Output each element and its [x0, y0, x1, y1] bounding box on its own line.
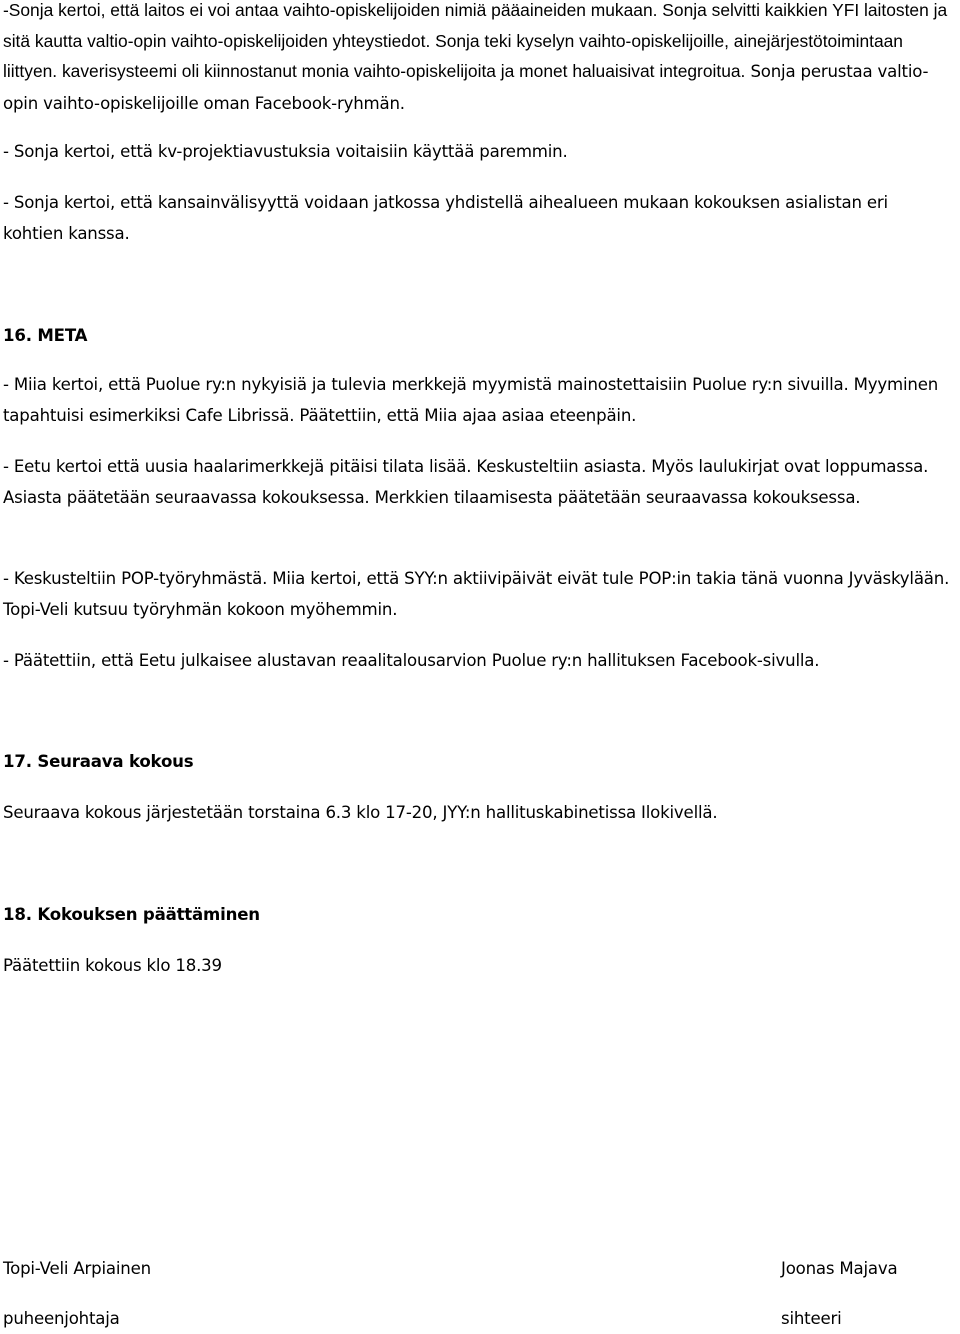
item15-paragraph-3: - Sonja kertoi, että kansainvälisyyttä voidaan jatkossa yhdistellä aihealueen mukaan kokouksen asialistan eri kohtien kanssa.	[3, 193, 888, 243]
item15-paragraph-2: - Sonja kertoi, että kv-projektiavustuksia voitaisiin käyttää paremmin.	[3, 142, 568, 161]
section-18-heading: 18. Kokouksen päättäminen	[3, 905, 260, 924]
item15-paragraph-1-text: -Sonja kertoi, että laitos ei voi antaa vaihto-opiskelijoiden nimiä pääaineiden mukaan. Sonja selvitti kaikkien YFI laitosten ja sitä kautta valtio-opin vaihto-opiskelijoiden yhteystiedot. Sonja teki kyselyn vaihto-opiskelijoille, ainejärjestötoimintaan liittyen. kaverisysteemi oli kiinnostanut monia vaihto-opiskelijoita ja monet haluaisivat integroitua.	[3, 0, 948, 81]
item16-paragraph-4: - Päätettiin, että Eetu julkaisee alustavan reaalitalousarvion Puolue ry:n hallituksen Facebook-sivulla.	[3, 651, 820, 670]
section-16-heading: 16. META	[3, 326, 88, 345]
item17-paragraph-1: Seuraava kokous järjestetään torstaina 6.3 klo 17-20, JYY:n hallituskabinetissa Ilokivellä.	[3, 803, 718, 822]
item15-paragraph-1	[3, 0, 953, 119]
section-17-heading: 17. Seuraava kokous	[3, 752, 194, 771]
item18-paragraph-1: Päätettiin kokous klo 18.39	[3, 956, 222, 975]
item16-paragraph-2: - Eetu kertoi että uusia haalarimerkkejä pitäisi tilata lisää. Keskusteltiin asiasta. Myös laulukirjat ovat loppumassa. Asiasta päätetään seuraavassa kokouksessa. Merkkien tilaamisesta päätetään seuraavassa kokouksessa.	[3, 457, 929, 507]
signature-left-role: puheenjohtaja	[3, 1309, 120, 1328]
item16-paragraph-1: - Miia kertoi, että Puolue ry:n nykyisiä ja tulevia merkkejä myymistä mainostettaisiin Puolue ry:n sivuilla. Myyminen tapahtuisi esimerkiksi Cafe Librissä. Päätettiin, että Miia ajaa asiaa eteenpäin.	[3, 375, 939, 425]
item16-paragraph-3: - Keskusteltiin POP-työryhmästä. Miia kertoi, että SYY:n aktiivipäivät eivät tule POP:in takia tänä vuonna Jyväskylään. Topi-Veli kutsuu työryhmän kokoon myöhemmin.	[3, 569, 950, 619]
signature-right-name: Joonas Majava	[781, 1259, 898, 1278]
item15-paragraph-1-text-end: Sonja perustaa valtio-opin vaihto-opiskelijoille oman Facebook-ryhmän.	[3, 62, 929, 113]
signature-right-role: sihteeri	[781, 1309, 842, 1328]
signature-left-name: Topi-Veli Arpiainen	[3, 1259, 151, 1278]
